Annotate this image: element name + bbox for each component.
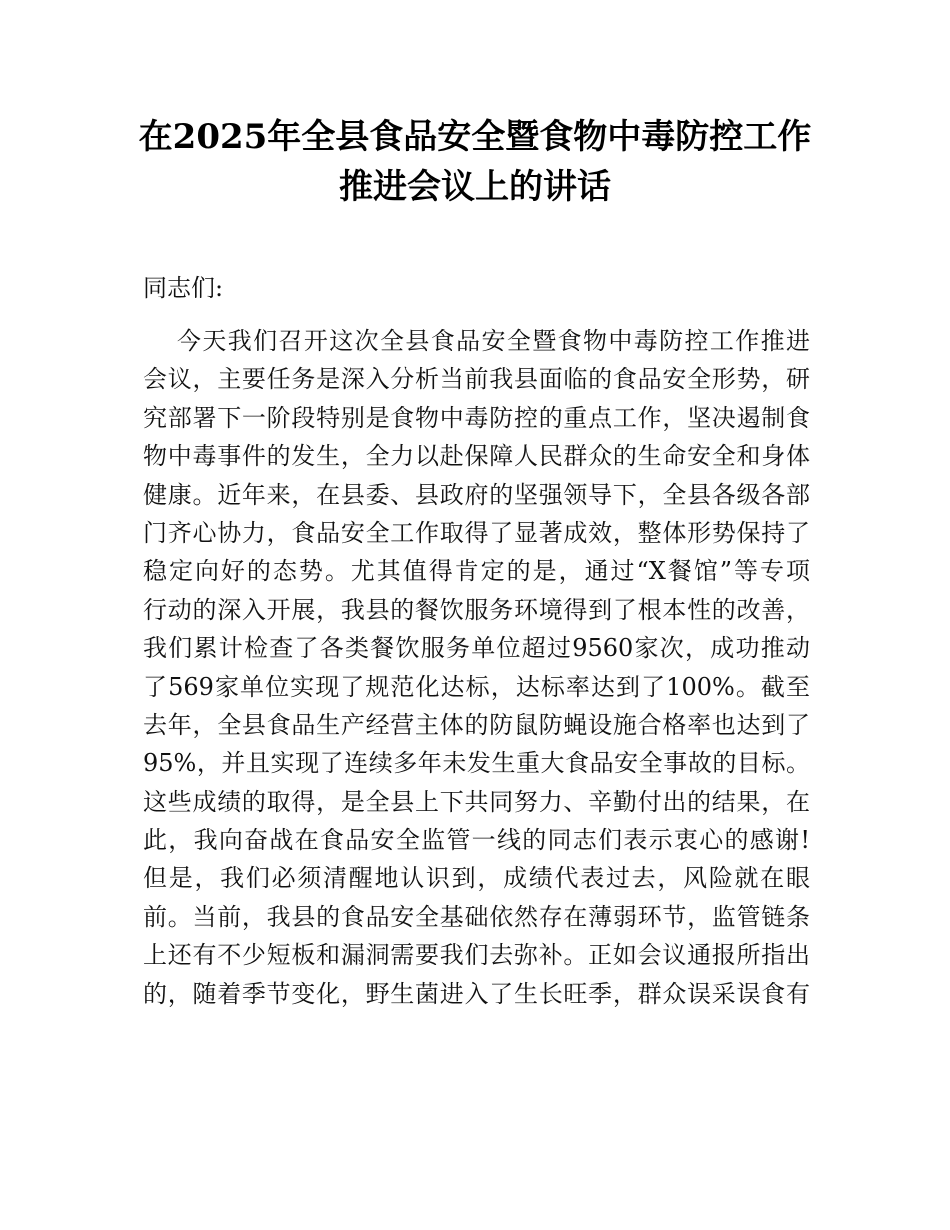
document-title xyxy=(100,112,850,212)
speech-body xyxy=(143,322,810,1013)
body-line: 的，随着季节变化，野生菌进入了生长旺季，群众误采误食有 xyxy=(143,979,810,1008)
body-line: 了569家单位实现了规范化达标，达标率达到了100%。截至 xyxy=(143,672,810,701)
body-line: 门齐心协力，食品安全工作取得了显著成效，整体形势保持了 xyxy=(143,518,810,547)
salutation: 同志们: xyxy=(143,274,224,302)
body-line: 我们累计检查了各类餐饮服务单位超过9560家次，成功推动 xyxy=(143,634,810,663)
body-line: 物中毒事件的发生，全力以赴保障人民群众的生命安全和身体 xyxy=(143,442,810,471)
body-line: 行动的深入开展，我县的餐饮服务环境得到了根本性的改善， xyxy=(143,595,810,624)
body-line: 上还有不少短板和漏洞需要我们去弥补。正如会议通报所指出 xyxy=(143,941,810,970)
title-line-2: 推进会议上的讲话 xyxy=(339,167,611,207)
body-line: 会议，主要任务是深入分析当前我县面临的食品安全形势，研 xyxy=(143,365,810,394)
body-line: 究部署下一阶段特别是食物中毒防控的重点工作，坚决遏制食 xyxy=(143,403,810,432)
body-line: 但是，我们必须清醒地认识到，成绩代表过去，风险就在眼 xyxy=(143,864,810,893)
body-line: 健康。近年来，在县委、县政府的坚强领导下，全县各级各部 xyxy=(143,480,810,509)
body-line: 95%，并且实现了连续多年未发生重大食品安全事故的目标。 xyxy=(143,749,810,778)
body-line: 这些成绩的取得，是全县上下共同努力、辛勤付出的结果，在 xyxy=(143,787,810,816)
body-line: 去年，全县食品生产经营主体的防鼠防蝇设施合格率也达到了 xyxy=(143,710,810,739)
body-line: 此，我向奋战在食品安全监管一线的同志们表示衷心的感谢! xyxy=(143,826,810,855)
body-line: 前。当前，我县的食品安全基础依然存在薄弱环节，监管链条 xyxy=(143,902,810,931)
body-line: 稳定向好的态势。尤其值得肯定的是，通过“X餐馆”等专项 xyxy=(143,557,810,586)
title-line-1: 在2025年全县食品安全暨食物中毒防控工作 xyxy=(138,117,812,157)
body-line: 今天我们召开这次全县食品安全暨食物中毒防控工作推进 xyxy=(177,327,810,355)
